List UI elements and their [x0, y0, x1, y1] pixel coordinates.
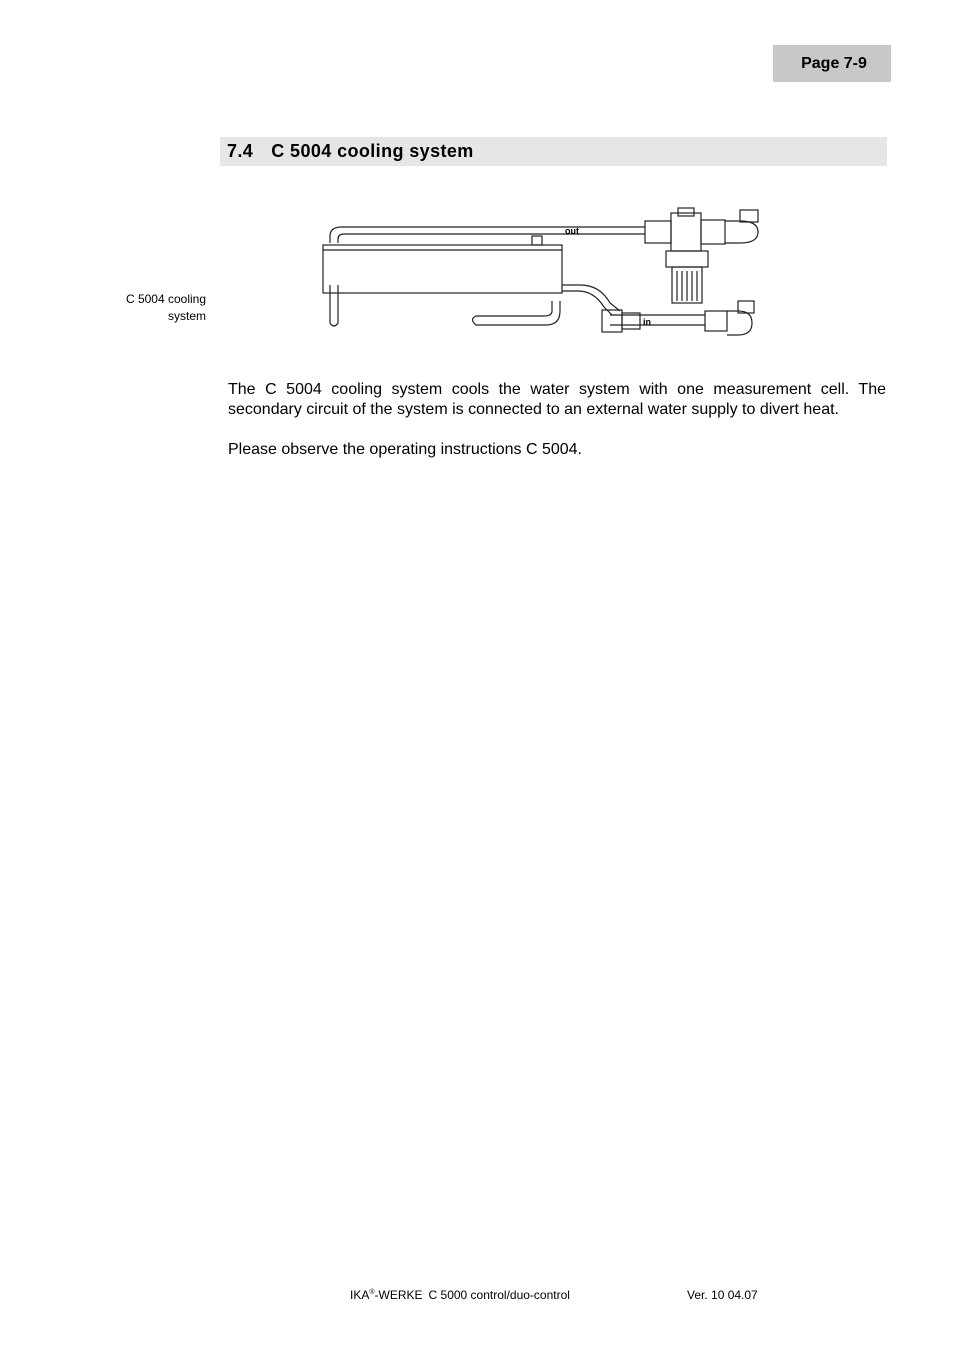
margin-caption-line-1: C 5004 cooling [125, 292, 206, 306]
footer-version: Ver. 10 04.07 [687, 1288, 758, 1302]
outlet-label: out [565, 226, 579, 236]
body-paragraph-2: Please observe the operating instructions C 5004. [228, 441, 582, 458]
cooling-system-illustration [320, 203, 780, 343]
section-number: 7.4 [227, 141, 254, 161]
section-title: C 5004 cooling system [271, 141, 474, 161]
figure-margin-caption [96, 291, 206, 325]
section-heading [220, 137, 887, 166]
footer-brand-suffix: -WERKE [374, 1288, 423, 1302]
footer-brand [350, 1288, 570, 1302]
footer-brand-name: IKA [350, 1288, 370, 1302]
page-number-badge [773, 45, 891, 82]
page-number: Page 7-9 [801, 54, 867, 72]
body-paragraph-1: The C 5004 cooling system cools the water system with one measurement cell. The secondary circuit of the system is connected to an external water supply to divert heat. [228, 381, 886, 418]
section-body [228, 380, 886, 480]
footer-product: C 5000 control/duo-control [428, 1288, 570, 1302]
margin-caption-line-2: system [167, 309, 206, 323]
registered-mark: ® [369, 1289, 375, 1296]
inlet-label: in [643, 317, 651, 327]
